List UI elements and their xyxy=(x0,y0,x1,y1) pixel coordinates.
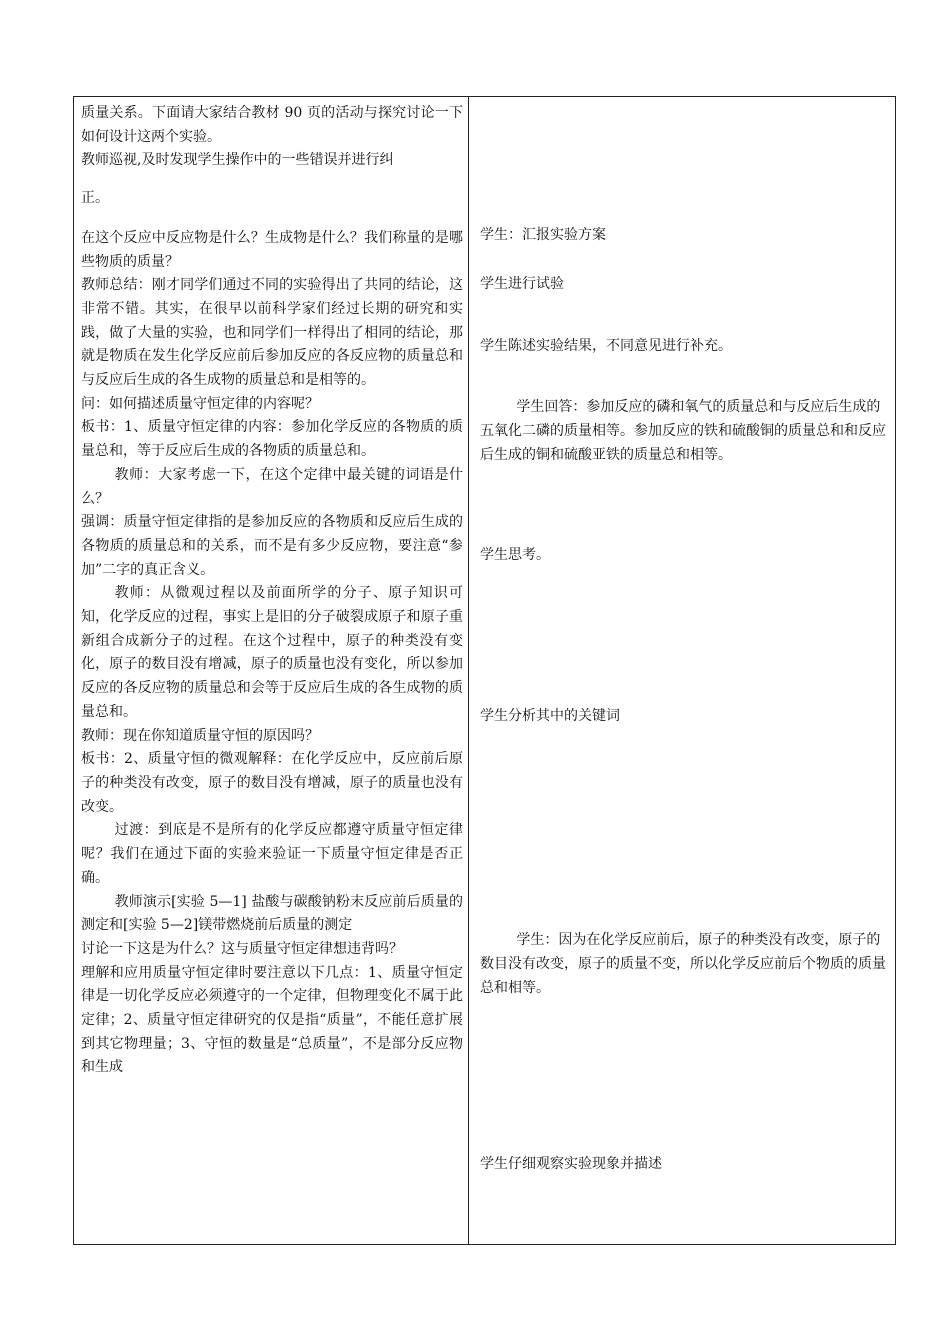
paragraph: 过渡：到底是不是所有的化学反应都遵守质量守恒定律呢？我们在通过下面的实验来验证一下质量守恒定律是否正确。 xyxy=(81,822,463,886)
paragraph: 教师巡视,及时发现学生操作中的一些错误并进行纠 xyxy=(81,152,394,169)
paragraph: 理解和应用质量守恒定律时要注意以下几点：1、质量守恒定律是一切化学反应必须遵守的一个定律，但物理变化不属于此定律；2、质量守恒定律研究的仅是指“质量”，不能任意扩展到其它物理量；3、守恒的数量是“总质量”，不是部分反应物和生成 xyxy=(81,964,463,1076)
paragraph: 教师：从微观过程以及前面所学的分子、原子知识可知，化学反应的过程，事实上是旧的分子破裂成原子和原子重新组合成新分子的过程。在这个过程中，原子的种类没有变化，原子的数目没有增减，原子的质量也没有变化，所以参加反应的各反应物的质量总和会等于反应后生成的各生成物的质量总和。 xyxy=(81,585,463,720)
lesson-plan-table xyxy=(73,96,896,1245)
paragraph: 强调：质量守恒定律指的是参加反应的各物质和反应后生成的各物质的质量总和的关系，而不是有多少反应物，要注意“参加”二字的真正含义。 xyxy=(81,514,463,578)
student-note: 学生思考。 xyxy=(480,547,550,563)
paragraph: 在这个反应中反应物是什么？生成物是什么？我们称量的是哪些物质的质量？ xyxy=(81,229,463,270)
student-note: 学生回答：参加反应的磷和氧气的质量总和与反应后生成的五氧化二磷的质量相等。参加反应的铁和硫酸铜的质量总和和反应后生成的铜和硫酸亚铁的质量总和相等。 xyxy=(480,399,886,463)
column-divider xyxy=(468,97,469,1244)
paragraph: 讨论一下这是为什么？这与质量守恒定律想违背吗？ xyxy=(81,940,403,957)
student-note: 学生：因为在化学反应前后，原子的种类没有改变，原子的数目没有改变，原子的质量不变，所以化学反应前后个物质的质量总和相等。 xyxy=(480,932,886,996)
teacher-activity-column xyxy=(81,102,463,1080)
paragraph: 教师演示[实验 5—1] 盐酸与碳酸钠粉末反应前后质量的测定和[实验 5—2]镁带燃烧前后质量的测定 xyxy=(81,893,463,934)
student-note: 学生分析其中的关键词 xyxy=(480,708,620,724)
student-activity-column xyxy=(480,97,890,1244)
student-note: 学生陈述实验结果，不同意见进行补充。 xyxy=(480,338,732,354)
paragraph: 教师总结：刚才同学们通过不同的实验得出了共同的结论，这非常不错。其实，在很早以前科学家们经过长期的研究和实践，做了大量的实验，也和同学们一样得出了相同的结论，那就是物质在发生化学反应前后参加反应的各反应物的质量总和与反应后生成的各生成物的质量总和是相等的。 xyxy=(81,277,463,389)
student-note: 学生仔细观察实验现象并描述 xyxy=(480,1156,662,1172)
paragraph: 教师：现在你知道质量守恒的原因吗？ xyxy=(81,727,319,744)
student-note: 学生进行试验 xyxy=(480,276,564,292)
paragraph: 正。 xyxy=(81,190,109,207)
student-note: 学生：汇报实验方案 xyxy=(480,227,606,243)
paragraph: 板书：2、质量守恒的微观解释：在化学反应中，反应前后原子的种类没有改变，原子的数目没有增减，原子的质量也没有改变。 xyxy=(81,751,463,815)
paragraph: 板书：1、质量守恒定律的内容：参加化学反应的各物质的质量总和，等于反应后生成的各物质的质量总和。 xyxy=(81,419,463,460)
paragraph: 教师：大家考虑一下，在这个定律中最关键的词语是什么？ xyxy=(81,466,463,507)
paragraph: 问：如何描述质量守恒定律的内容呢？ xyxy=(81,395,319,412)
paragraph: 质量关系。下面请大家结合教材 90 页的活动与探究讨论一下如何设计这两个实验。 xyxy=(81,105,463,145)
